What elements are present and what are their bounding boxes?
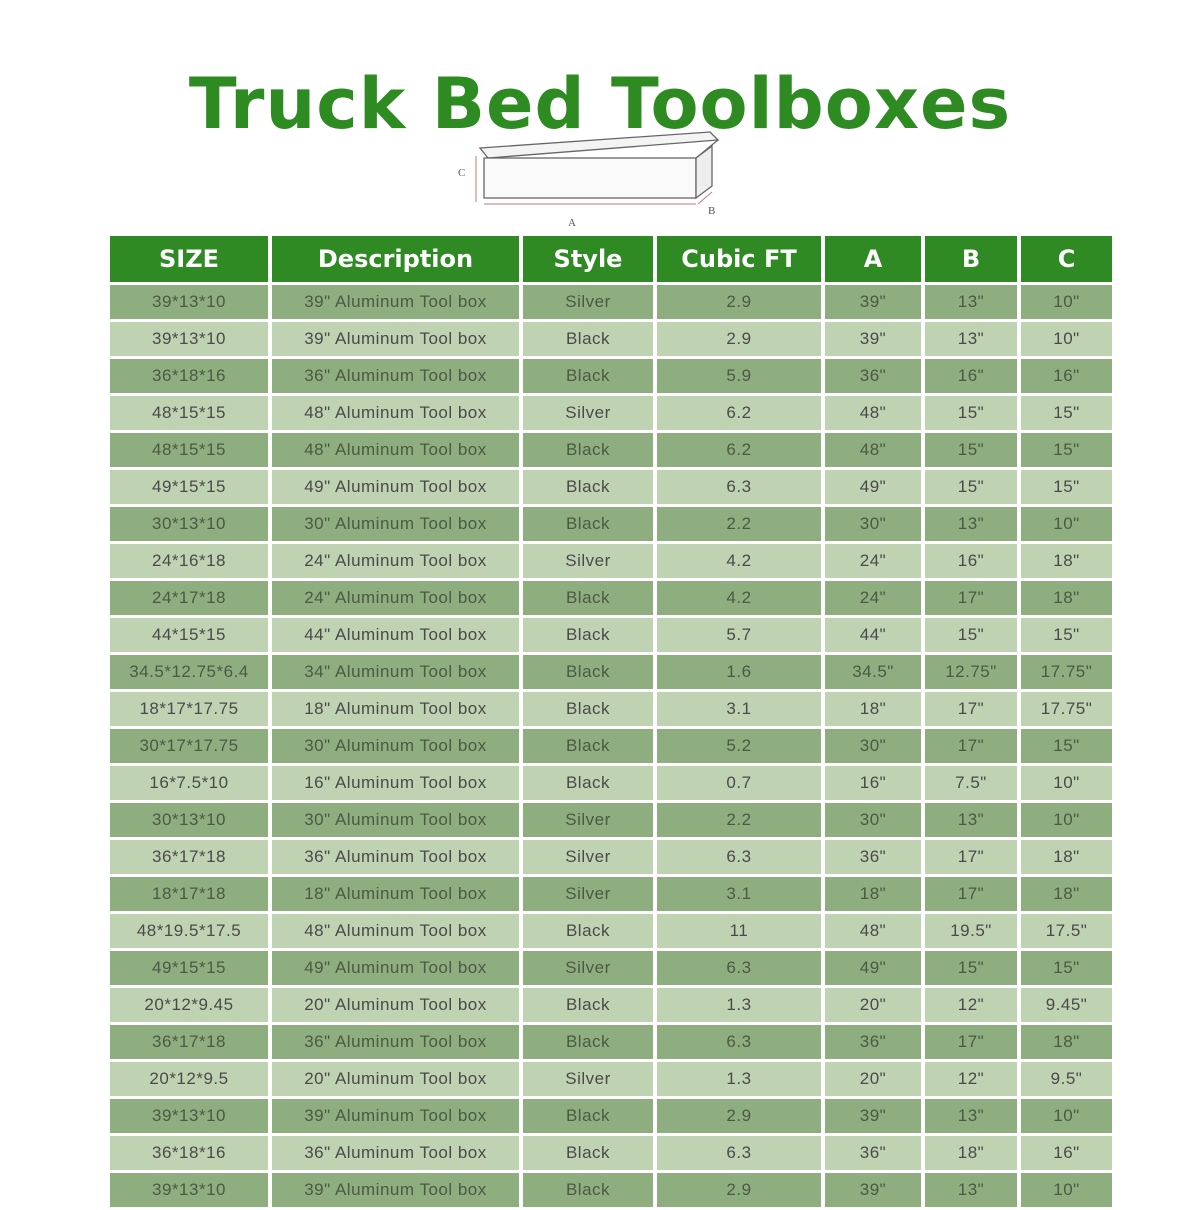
cell-b: 13"	[925, 322, 1017, 359]
table-row	[110, 544, 1112, 581]
table-header-row	[110, 236, 1112, 285]
cell-description: 30" Aluminum Tool box	[272, 803, 519, 840]
header-b: B	[925, 236, 1017, 285]
cell-a: 34.5"	[825, 655, 921, 692]
cell-description: 18" Aluminum Tool box	[272, 692, 519, 729]
cell-style: Silver	[523, 544, 653, 581]
table-row	[110, 322, 1112, 359]
cell-cubic-ft: 2.2	[657, 803, 821, 840]
cell-c: 15"	[1021, 433, 1112, 470]
cell-size: 36*17*18	[110, 840, 268, 877]
cell-c: 15"	[1021, 951, 1112, 988]
cell-size: 18*17*17.75	[110, 692, 268, 729]
cell-a: 20"	[825, 1062, 921, 1099]
cell-style: Black	[523, 766, 653, 803]
cell-description: 36" Aluminum Tool box	[272, 1136, 519, 1173]
cell-size: 18*17*18	[110, 877, 268, 914]
cell-description: 16" Aluminum Tool box	[272, 766, 519, 803]
cell-style: Black	[523, 655, 653, 692]
cell-c: 18"	[1021, 581, 1112, 618]
cell-description: 44" Aluminum Tool box	[272, 618, 519, 655]
cell-a: 30"	[825, 803, 921, 840]
cell-c: 17.75"	[1021, 655, 1112, 692]
dimension-label-b: B	[708, 205, 716, 217]
cell-a: 36"	[825, 359, 921, 396]
cell-size: 30*17*17.75	[110, 729, 268, 766]
table-row	[110, 618, 1112, 655]
cell-a: 48"	[825, 433, 921, 470]
cell-a: 44"	[825, 618, 921, 655]
table-row	[110, 1062, 1112, 1099]
table-row	[110, 1099, 1112, 1136]
table-row	[110, 951, 1112, 988]
cell-description: 30" Aluminum Tool box	[272, 729, 519, 766]
cell-description: 20" Aluminum Tool box	[272, 1062, 519, 1099]
cell-c: 10"	[1021, 285, 1112, 322]
cell-a: 49"	[825, 470, 921, 507]
cell-c: 18"	[1021, 544, 1112, 581]
cell-c: 18"	[1021, 840, 1112, 877]
cell-a: 48"	[825, 396, 921, 433]
toolbox-spec-table	[106, 236, 1116, 1210]
table-row	[110, 914, 1112, 951]
cell-size: 24*17*18	[110, 581, 268, 618]
cell-cubic-ft: 1.3	[657, 1062, 821, 1099]
cell-c: 15"	[1021, 729, 1112, 766]
cell-b: 16"	[925, 359, 1017, 396]
cell-cubic-ft: 6.3	[657, 1136, 821, 1173]
cell-description: 24" Aluminum Tool box	[272, 581, 519, 618]
cell-style: Black	[523, 507, 653, 544]
cell-b: 12"	[925, 1062, 1017, 1099]
cell-size: 39*13*10	[110, 1173, 268, 1210]
table-row	[110, 729, 1112, 766]
cell-description: 39" Aluminum Tool box	[272, 1173, 519, 1210]
cell-b: 15"	[925, 951, 1017, 988]
cell-cubic-ft: 2.9	[657, 322, 821, 359]
cell-c: 15"	[1021, 470, 1112, 507]
cell-description: 39" Aluminum Tool box	[272, 1099, 519, 1136]
cell-a: 30"	[825, 507, 921, 544]
table-row	[110, 988, 1112, 1025]
cell-a: 16"	[825, 766, 921, 803]
table-row	[110, 655, 1112, 692]
cell-style: Black	[523, 1173, 653, 1210]
cell-size: 30*13*10	[110, 507, 268, 544]
cell-size: 48*19.5*17.5	[110, 914, 268, 951]
cell-style: Silver	[523, 877, 653, 914]
cell-a: 24"	[825, 544, 921, 581]
header-a: A	[825, 236, 921, 285]
cell-size: 36*18*16	[110, 1136, 268, 1173]
table-row	[110, 359, 1112, 396]
cell-cubic-ft: 6.2	[657, 396, 821, 433]
cell-c: 18"	[1021, 877, 1112, 914]
cell-style: Silver	[523, 840, 653, 877]
cell-cubic-ft: 2.9	[657, 285, 821, 322]
cell-c: 16"	[1021, 359, 1112, 396]
cell-a: 39"	[825, 322, 921, 359]
cell-c: 10"	[1021, 1099, 1112, 1136]
cell-cubic-ft: 1.6	[657, 655, 821, 692]
table-row	[110, 507, 1112, 544]
cell-style: Black	[523, 581, 653, 618]
cell-size: 48*15*15	[110, 396, 268, 433]
table-row	[110, 803, 1112, 840]
cell-description: 48" Aluminum Tool box	[272, 433, 519, 470]
cell-a: 39"	[825, 1173, 921, 1210]
cell-c: 16"	[1021, 1136, 1112, 1173]
cell-description: 36" Aluminum Tool box	[272, 1025, 519, 1062]
cell-size: 39*13*10	[110, 285, 268, 322]
cell-cubic-ft: 3.1	[657, 877, 821, 914]
cell-a: 49"	[825, 951, 921, 988]
cell-style: Black	[523, 359, 653, 396]
dimension-label-a: A	[568, 217, 576, 229]
dimension-label-c: C	[458, 167, 466, 179]
cell-c: 10"	[1021, 766, 1112, 803]
table-row	[110, 766, 1112, 803]
table-row	[110, 692, 1112, 729]
cell-style: Silver	[523, 285, 653, 322]
cell-cubic-ft: 11	[657, 914, 821, 951]
header-size: SIZE	[110, 236, 268, 285]
cell-description: 39" Aluminum Tool box	[272, 285, 519, 322]
cell-c: 17.75"	[1021, 692, 1112, 729]
cell-size: 49*15*15	[110, 470, 268, 507]
cell-a: 36"	[825, 840, 921, 877]
table-row	[110, 285, 1112, 322]
cell-cubic-ft: 6.3	[657, 470, 821, 507]
cell-description: 48" Aluminum Tool box	[272, 396, 519, 433]
cell-c: 10"	[1021, 1173, 1112, 1210]
cell-b: 15"	[925, 396, 1017, 433]
cell-style: Silver	[523, 951, 653, 988]
cell-b: 12.75"	[925, 655, 1017, 692]
cell-a: 24"	[825, 581, 921, 618]
table-row	[110, 1173, 1112, 1210]
cell-a: 36"	[825, 1025, 921, 1062]
cell-style: Black	[523, 433, 653, 470]
cell-style: Black	[523, 692, 653, 729]
cell-b: 17"	[925, 877, 1017, 914]
cell-style: Black	[523, 618, 653, 655]
cell-cubic-ft: 2.2	[657, 507, 821, 544]
cell-b: 18"	[925, 1136, 1017, 1173]
cell-b: 7.5"	[925, 766, 1017, 803]
cell-style: Black	[523, 1136, 653, 1173]
cell-cubic-ft: 6.3	[657, 1025, 821, 1062]
cell-b: 17"	[925, 729, 1017, 766]
cell-c: 15"	[1021, 618, 1112, 655]
table-row	[110, 1025, 1112, 1062]
cell-cubic-ft: 3.1	[657, 692, 821, 729]
cell-size: 20*12*9.45	[110, 988, 268, 1025]
cell-cubic-ft: 2.9	[657, 1099, 821, 1136]
cell-size: 36*18*16	[110, 359, 268, 396]
cell-a: 20"	[825, 988, 921, 1025]
cell-size: 34.5*12.75*6.4	[110, 655, 268, 692]
cell-cubic-ft: 6.3	[657, 951, 821, 988]
cell-style: Black	[523, 1099, 653, 1136]
cell-cubic-ft: 0.7	[657, 766, 821, 803]
table-row	[110, 1136, 1112, 1173]
cell-style: Silver	[523, 396, 653, 433]
cell-description: 49" Aluminum Tool box	[272, 470, 519, 507]
cell-a: 18"	[825, 877, 921, 914]
cell-b: 13"	[925, 507, 1017, 544]
table-row	[110, 396, 1112, 433]
cell-size: 16*7.5*10	[110, 766, 268, 803]
cell-b: 15"	[925, 470, 1017, 507]
table-row	[110, 470, 1112, 507]
header-c: C	[1021, 236, 1112, 285]
table-row	[110, 433, 1112, 470]
cell-c: 17.5"	[1021, 914, 1112, 951]
cell-style: Silver	[523, 1062, 653, 1099]
cell-size: 39*13*10	[110, 1099, 268, 1136]
cell-style: Black	[523, 322, 653, 359]
cell-c: 10"	[1021, 803, 1112, 840]
cell-cubic-ft: 5.7	[657, 618, 821, 655]
page-title: Truck Bed Toolboxes	[188, 62, 1012, 145]
cell-cubic-ft: 5.9	[657, 359, 821, 396]
cell-cubic-ft: 6.3	[657, 840, 821, 877]
cell-c: 10"	[1021, 322, 1112, 359]
header-style: Style	[523, 236, 653, 285]
cell-c: 15"	[1021, 396, 1112, 433]
cell-a: 18"	[825, 692, 921, 729]
header-cubic-ft: Cubic FT	[657, 236, 821, 285]
cell-c: 9.5"	[1021, 1062, 1112, 1099]
cell-a: 48"	[825, 914, 921, 951]
cell-b: 17"	[925, 1025, 1017, 1062]
cell-cubic-ft: 4.2	[657, 544, 821, 581]
cell-a: 30"	[825, 729, 921, 766]
cell-cubic-ft: 2.9	[657, 1173, 821, 1210]
cell-size: 44*15*15	[110, 618, 268, 655]
cell-cubic-ft: 4.2	[657, 581, 821, 618]
cell-style: Black	[523, 470, 653, 507]
cell-size: 36*17*18	[110, 1025, 268, 1062]
cell-b: 15"	[925, 618, 1017, 655]
cell-b: 19.5"	[925, 914, 1017, 951]
cell-style: Black	[523, 914, 653, 951]
cell-b: 13"	[925, 285, 1017, 322]
cell-description: 48" Aluminum Tool box	[272, 914, 519, 951]
cell-cubic-ft: 6.2	[657, 433, 821, 470]
cell-b: 15"	[925, 433, 1017, 470]
cell-c: 10"	[1021, 507, 1112, 544]
cell-style: Black	[523, 988, 653, 1025]
cell-b: 13"	[925, 1099, 1017, 1136]
cell-size: 49*15*15	[110, 951, 268, 988]
cell-b: 12"	[925, 988, 1017, 1025]
cell-b: 16"	[925, 544, 1017, 581]
cell-description: 30" Aluminum Tool box	[272, 507, 519, 544]
cell-cubic-ft: 5.2	[657, 729, 821, 766]
cell-size: 24*16*18	[110, 544, 268, 581]
cell-description: 49" Aluminum Tool box	[272, 951, 519, 988]
header-description: Description	[272, 236, 519, 285]
toolbox-dimension-diagram	[440, 120, 740, 230]
cell-cubic-ft: 1.3	[657, 988, 821, 1025]
cell-description: 36" Aluminum Tool box	[272, 840, 519, 877]
cell-description: 18" Aluminum Tool box	[272, 877, 519, 914]
cell-size: 39*13*10	[110, 322, 268, 359]
cell-c: 18"	[1021, 1025, 1112, 1062]
cell-b: 17"	[925, 581, 1017, 618]
cell-b: 17"	[925, 692, 1017, 729]
cell-description: 36" Aluminum Tool box	[272, 359, 519, 396]
cell-c: 9.45"	[1021, 988, 1112, 1025]
table-row	[110, 877, 1112, 914]
cell-size: 48*15*15	[110, 433, 268, 470]
cell-a: 36"	[825, 1136, 921, 1173]
cell-a: 39"	[825, 1099, 921, 1136]
cell-style: Black	[523, 729, 653, 766]
cell-b: 13"	[925, 1173, 1017, 1210]
table-row	[110, 840, 1112, 877]
table-row	[110, 581, 1112, 618]
cell-size: 30*13*10	[110, 803, 268, 840]
cell-description: 20" Aluminum Tool box	[272, 988, 519, 1025]
cell-style: Black	[523, 1025, 653, 1062]
cell-description: 39" Aluminum Tool box	[272, 322, 519, 359]
cell-description: 24" Aluminum Tool box	[272, 544, 519, 581]
cell-description: 34" Aluminum Tool box	[272, 655, 519, 692]
cell-b: 13"	[925, 803, 1017, 840]
cell-size: 20*12*9.5	[110, 1062, 268, 1099]
cell-a: 39"	[825, 285, 921, 322]
table-body	[110, 285, 1112, 1210]
toolbox-outline	[480, 132, 718, 198]
cell-b: 17"	[925, 840, 1017, 877]
cell-style: Silver	[523, 803, 653, 840]
